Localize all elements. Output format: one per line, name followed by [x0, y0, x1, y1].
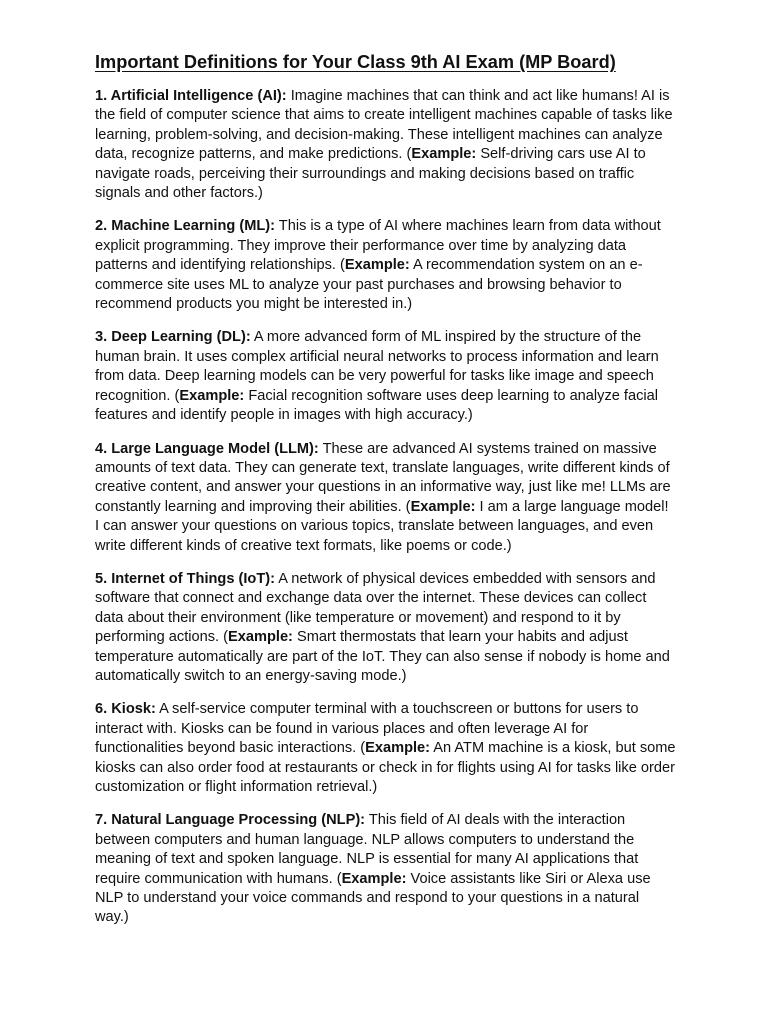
definition-text: This field of AI deals with the interaction between computers and human language. NLP allows computers to understand the meaning of text and spoken language. NLP is essential for many AI applications that require communication with humans. (	[95, 812, 639, 887]
document-title: Important Definitions for Your Class 9th AI Exam (MP Board)	[95, 52, 616, 72]
definition-text: These are advanced AI systems trained on massive amounts of text data. They can generate text, translate languages, write different kinds of creative content, and answer your questions in an informative way, just like me! LLMs are constantly learning and improving their abilities. (	[95, 440, 671, 515]
example-label: Example:	[365, 740, 431, 757]
example-label: Example:	[228, 629, 293, 646]
definition-term: 4. Large Language Model (LLM):	[95, 440, 319, 457]
definition-term: 3. Deep Learning (DL):	[95, 329, 251, 346]
example-label: Example:	[341, 870, 407, 887]
example-label: Example:	[179, 387, 245, 404]
example-label: Example:	[344, 257, 410, 274]
example-text: Self-driving cars use AI to navigate roads, perceiving their surroundings and making decisions based on traffic signals and other factors.)	[95, 146, 646, 202]
definition-term: 5. Internet of Things (IoT):	[95, 570, 275, 587]
definition-text: A self-service computer terminal with a touchscreen or buttons for users to interact with. Kiosks can be found in various places and often leverage AI for functionalities beyond basic interactions. (	[95, 701, 639, 757]
definition-ml	[95, 217, 676, 314]
definition-dl	[95, 328, 676, 425]
definition-term: 7. Natural Language Processing (NLP):	[95, 812, 366, 829]
definition-kiosk	[95, 700, 676, 797]
definition-ai	[95, 87, 676, 203]
definition-text: A network of physical devices embedded with sensors and software that connect and exchange data over the internet. These devices can collect data about their environment (like temperature or movement) and respond to it by performing actions. (	[95, 570, 656, 646]
definition-term: 1. Artificial Intelligence (AI):	[95, 88, 287, 104]
example-text: Voice assistants like Siri or Alexa use NLP to understand your voice commands and respond to your questions in a natural way.)	[95, 870, 651, 926]
definition-llm	[95, 440, 676, 556]
definition-text: Imagine machines that can think and act like humans! AI is the field of computer science that aims to create intelligent machines capable of tasks like learning, problem-solving, and decision-making. These intelligent machines can analyze data, recognize patterns, and make predictions. (	[95, 88, 673, 163]
example-text: Facial recognition software uses deep learning to analyze facial features and identify people in images with high accuracy.)	[95, 387, 658, 424]
example-label: Example:	[410, 498, 476, 515]
example-text: An ATM machine is a kiosk, but some kiosks can also order food at restaurants or check in for flights using AI for tasks like order customization or flight information retrieval.)	[95, 740, 676, 795]
example-text: Smart thermostats that learn your habits and adjust temperature automatically are part of the IoT. They can also sense if nobody is home and automatically switch to an energy-saving mode.)	[95, 629, 670, 684]
example-text: A recommendation system on an e-commerce site uses ML to analyze your past purchases and browsing behavior to recommend products you might be interested in.)	[95, 257, 643, 313]
definition-text: A more advanced form of ML inspired by the structure of the human brain. It uses complex artificial neural networks to process information and learn from data. Deep learning models can be very powerful for tasks like image and speech recognition. (	[95, 329, 659, 404]
definition-nlp	[95, 811, 676, 927]
definition-term: 6. Kiosk:	[95, 701, 156, 718]
example-text: I am a large language model! I can answer your questions on various topics, translate between languages, and even write different kinds of creative text formats, like poems or code.)	[95, 498, 669, 554]
definition-iot	[95, 570, 676, 686]
definition-term: 2. Machine Learning (ML):	[95, 218, 275, 235]
example-label: Example:	[411, 146, 477, 163]
definition-text: This is a type of AI where machines learn from data without explicit programming. They improve their performance over time by analyzing data patterns and identifying relationships. (	[95, 218, 661, 274]
